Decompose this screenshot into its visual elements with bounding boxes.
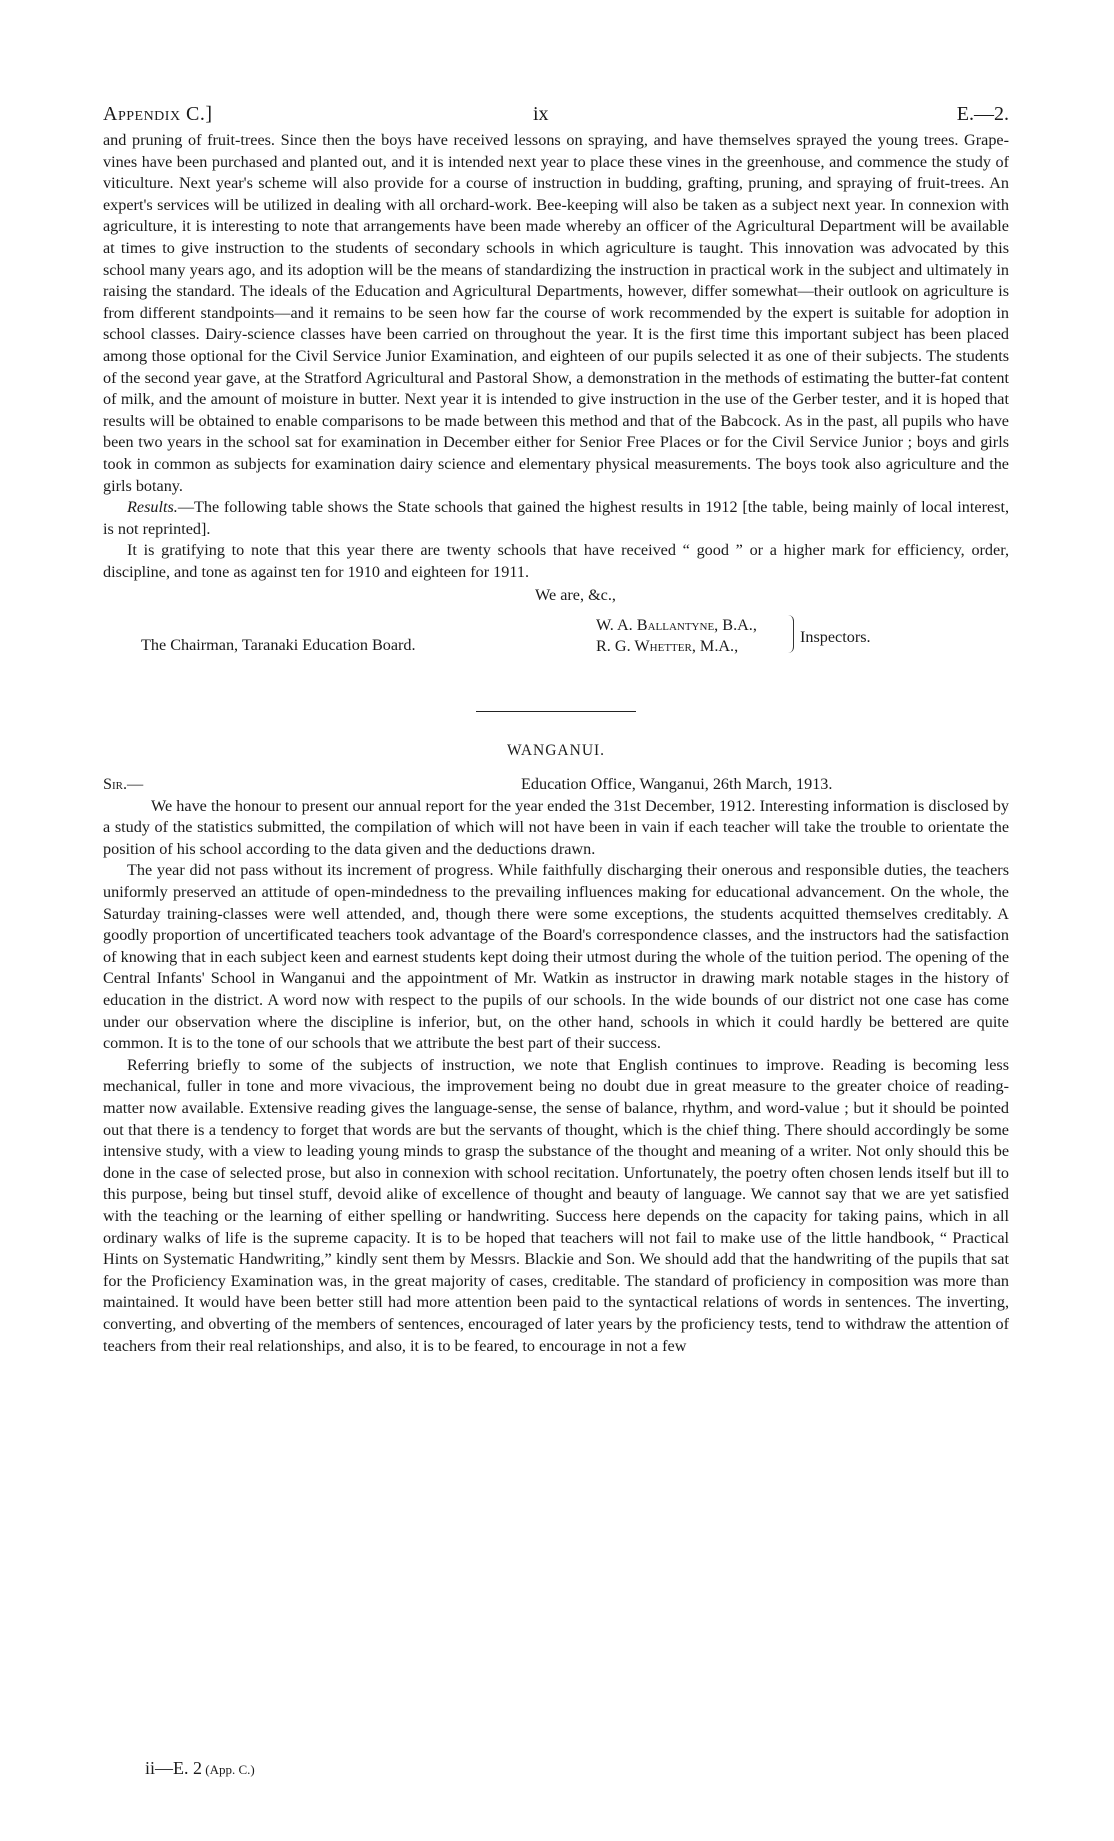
section-divider — [476, 711, 636, 712]
wanganui-paragraph-2: The year did not pass without its increment of progress. While faithfully discharging their onerous and responsible duties, the teachers uniformly preserved an attitude of open-mindedness to the prevailing influences making for educational advancement. On the whole, the Saturday training-classes were well attended, and, though there were some exceptions, the students acquitted themselves creditably. A goodly proportion of uncertificated teachers took advantage of the Board's correspondence classes, and the instructors had the satisfaction of knowing that in each subject keen and earnest students kept doing their utmost during the whole of the tuition period. The opening of the Central Infants' School in Wanganui and the appointment of Mr. Watkin as instructor in drawing mark notable stages in the history of education in the district. A word now with respect to the pupils of our schools. In the wide bounds of our district not one case has come under our observation where the discipline is inferior, but, on the other hand, schools in which it could hardly be bettered are quite common. It is to the tone of our schools that we attribute the best part of their success. — [103, 861, 1009, 1053]
header-appendix: Appendix C.] — [103, 103, 213, 125]
header-document-code: E.—2. — [956, 103, 1009, 125]
signoff-we-are: We are, &c., — [535, 586, 616, 605]
taranaki-continued-paragraph: and pruning of fruit-trees. Since then the boys have received lessons on spraying, and have themselves sprayed the young trees. Grape-vines have been purchased and planted out, and it is intended next year to place these vines in the greenhouse, and commence the study of viticulture. Next year's scheme will also provide for a course of instruction in budding, grafting, pruning, and spraying of fruit-trees. An expert's services will be utilized in dealing with all orchard-work. Bee-keeping will also be taken as a subject next year. In connexion with agriculture, it is interesting to note that arrangements have been made whereby an officer of the Agricultural Department will be available at times to give instruction to the students of secondary schools in which agriculture is taught. This innovation was advocated by this school many years ago, and its adoption will be the means of standardizing the instruction in practical work in the subject and ultimately in raising the standard. The ideals of the Education and Agricultural Departments, however, differ somewhat—their outlook on agriculture is from different standpoints—and it remains to be seen how far the course of work recommended by the expert is suitable for adoption in school classes. Dairy-science classes have been carried on throughout the year. It is the first time this important subject has been placed among those optional for the Civil Service Junior Examination, and eighteen of our pupils selected it as one of their subjects. The students of the second year gave, at the Stratford Agricultural and Pastoral Show, a demonstration in the methods of estimating the butter-fat content of milk, and the amount of moisture in butter. Next year it is intended to give instruction in the use of the Gerber tester, and it is hoped that results will be obtained to enable comparisons to be made between this method and that of the Babcock. As in the past, all pupils who have been two years in the school sat for examination in December either for Senior Free Places or for the Civil Service Junior ; boys and girls took in common as subjects for examination dairy science and elementary physical measurements. The boys took also agriculture and the girls botany. — [103, 131, 1009, 495]
inspector-1-degree: B.A., — [718, 616, 757, 635]
wanganui-paragraph-3: Referring briefly to some of the subjects of instruction, we note that English continues to improve. Reading is becoming less mechanical, fuller in tone and more vivacious, the improvement being no doubt due in great measure to the greater choice of reading-matter now available. Extensive reading gives the language-sense, the sense of balance, rhythm, and word-value ; but it should be pointed out that there is a tendency to forget that words are but the servants of thought, which is the chief thing. There should accordingly be some intensive study, with a view to leading young minds to grasp the substance of the thought and meaning of a writer. Not only should this be done in the case of selected prose, but also in connexion with school recitation. Unfortunately, the poetry often chosen lends itself but ill to this purpose, being but tinsel stuff, devoid alike of excellence of thought and beauty of language. We cannot say that we are yet satisfied with the teaching or the learning of either spelling or handwriting. Success here depends on the capacity for taking pains, which in all ordinary walks of life is the supreme capacity. It is to be hoped that teachers will not fail to make use of the little handbook, “ Practical Hints on Systematic Handwriting,” kindly sent them by Messrs. Blackie and Son. We should add that the handwriting of the pupils that sat for the Proficiency Examination was, in the great majority of cases, creditable. The standard of proficiency in composition was more than maintained. It would have been better still had more attention been paid to the syntactical relations of words in sentences. The inverting, converting, and obverting of the members of sentences, encouraged of later years by the proficiency tests, tend to withdraw the attention of teachers from their real relationships, and also, it is to be feared, to encourage in not a few — [103, 1055, 1009, 1355]
gratifying-paragraph: It is gratifying to note that this year there are twenty schools that have received “ good ” or a higher mark for efficiency, order, discipline, and tone as against ten for 1910 and eighteen for 1911. — [103, 541, 1009, 581]
wanganui-paragraph-1: We have the honour to present our annual report for the year ended the 31st December, 1912. Interesting information is disclosed by a study of the statistics submitted, the compilation of which will not have been in vain if each teacher will take the trouble to orientate the position of his school according to the data given and the deductions drawn. — [103, 796, 1009, 858]
header-page-number: ix — [533, 103, 549, 125]
wanganui-title: WANGANUI. — [506, 742, 606, 760]
salutation-row — [103, 774, 1009, 796]
inspector-1-name: W. A. Ballantyne, — [596, 616, 719, 635]
inspector-names — [596, 615, 757, 657]
results-label: Results. — [127, 498, 178, 517]
signoff-addressee: The Chairman, Taranaki Education Board. — [141, 636, 416, 655]
footer-appendix-note: (App. C.) — [202, 1762, 255, 1777]
inspector-2 — [596, 636, 757, 657]
signature-block — [103, 611, 1009, 661]
document-page — [103, 96, 1009, 1357]
inspector-2-name: R. G. Whetter, — [596, 637, 696, 656]
footer-signature-mark: ii—E. 2 — [145, 1758, 202, 1778]
brace-mark — [787, 615, 794, 653]
page-footer — [145, 1758, 255, 1779]
salutation: Sir.— — [103, 774, 144, 793]
inspectors-role: Inspectors. — [800, 628, 871, 647]
results-text: —The following table shows the State schools that gained the highest results in 1912 [the table, being mainly of local interest, is not reprinted]. — [103, 498, 1009, 538]
office-date: Education Office, Wanganui, 26th March, 1913. — [521, 774, 833, 793]
page-header — [103, 96, 1009, 130]
results-paragraph — [103, 497, 1009, 540]
inspector-2-degree: M.A., — [695, 637, 739, 656]
inspector-1 — [596, 615, 757, 636]
